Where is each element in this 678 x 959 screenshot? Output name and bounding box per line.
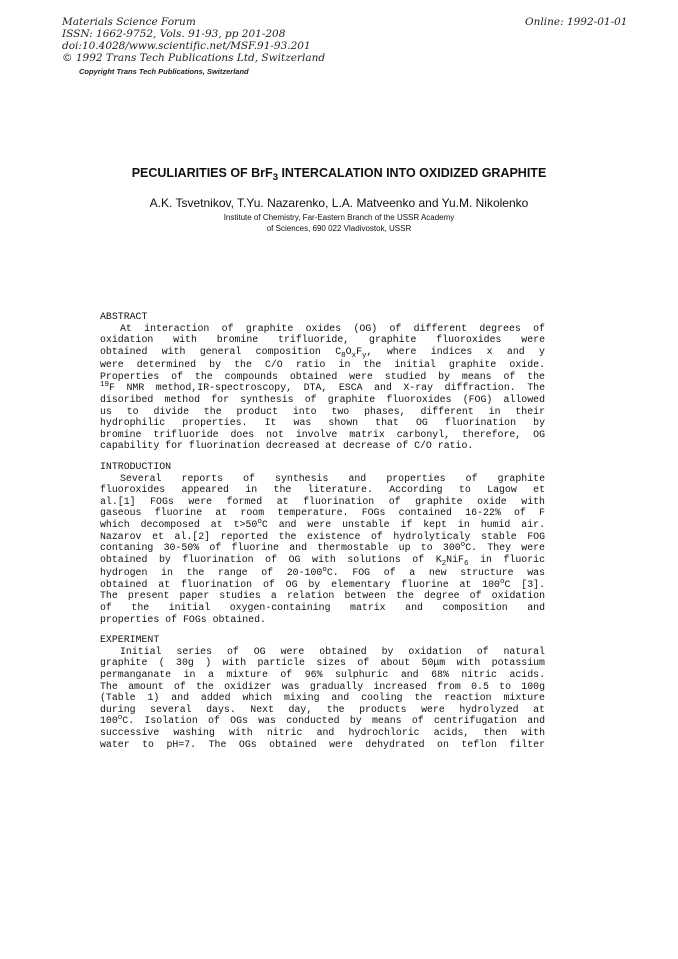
intro-line: properties of FOGs obtained.	[100, 613, 266, 625]
intro-line: Nazarov et al.[2] reported the existence of hydrolyticaly stable FOG	[100, 530, 545, 542]
intro-line: of the initial oxygen-containing matrix and composition and	[100, 602, 545, 614]
intro-line: which decomposed at $t>50^oC$ and were unstable if kept in humid air.	[100, 518, 545, 530]
experiment-heading: EXPERIMENT	[100, 634, 160, 646]
publication-header	[62, 16, 325, 64]
abstract-paragraph	[100, 323, 545, 452]
intro-line: obtained at fluorination of OG by elementary fluorine at 100$^o$C [3].	[100, 577, 545, 590]
intro-line: al.[1] FOGs were formed at fluorination of graphite oxide with	[100, 495, 545, 507]
paper-title: PECULIARITIES OF BrF$_3$ INTERCALATION INTO OXIDIZED GRAPHITE	[131, 166, 547, 183]
abstract-line: capability for fluorination decreased at decrease of C/O ratio.	[100, 440, 474, 452]
introduction-heading: INTRODUCTION	[100, 461, 172, 473]
experiment-line: during several days. Next day, the products were hydrolyzed at	[100, 703, 545, 715]
journal-name: Materials Science Forum	[62, 16, 196, 28]
intro-line: contaning 30-50% of fluorine and thermostable up to 300$^o$C. They were	[100, 541, 545, 554]
experiment-line: graphite ( 30g ) with particle sizes of about 50μm with potassium	[100, 657, 545, 669]
abstract-line: At interaction of graphite oxides (OG) of different degrees of	[120, 322, 545, 334]
intro-line: The present paper studies a relation between the degree of oxidation	[100, 590, 545, 602]
abstract-line: were determined by the C/O ratio in the initial graphite oxide.	[100, 359, 545, 371]
abstract-line: disoribed method for synthesis of graphite fluoroxides (FOG) allowed	[100, 394, 545, 406]
copyright-note: Copyright Trans Tech Publications, Switzerland	[79, 67, 249, 76]
experiment-line: successive washing with nitric and hydrochloric acids, then with	[100, 727, 545, 738]
abstract-line: hydrophilic properties. It was shown that OG fluorination by	[100, 417, 545, 429]
online-date: Online: 1992-01-01	[525, 16, 628, 28]
intro-line: obtained by fluorination of OG with solutions of $K_2NiF_6$ in fluoric	[100, 553, 545, 568]
affiliation	[0, 212, 678, 234]
abstract-line: obtained with general composition $C_8O_xF_y$, where indices x and y	[100, 345, 545, 360]
abstract-line: us to divide the product into two phases, different in their	[100, 405, 545, 417]
experiment-line: Initial series of OG were obtained by oxidation of natural	[120, 645, 545, 657]
copyright-line: © 1992 Trans Tech Publications Ltd, Switzerland	[62, 52, 326, 64]
issn-line: ISSN: 1662-9752, Vols. 91-93, pp 201-208	[62, 28, 286, 40]
intro-line: Several reports of synthesis and properties of graphite	[120, 472, 545, 484]
authors: A.K. Tsvetnikov, T.Yu. Nazarenko, L.A. Matveenko and Yu.M. Nikolenko	[149, 196, 529, 210]
abstract-line: Properties of the compounds obtained were studied by means of the	[100, 370, 545, 382]
abstract-line: bromine trifluoride does not involve matrix carbonyl, therefore, OG	[100, 428, 545, 440]
intro-line: hydrogen in the range of 20-100$^o$C. FOG of a new structure was	[100, 566, 545, 579]
experiment-line: (Table 1) and added which mixing and cooling the reaction mixture	[100, 692, 545, 704]
doi-line: doi:10.4028/www.scientific.net/MSF.91-93.201	[62, 40, 311, 52]
abstract-heading: ABSTRACT	[100, 311, 148, 322]
experiment-line: water to pH=7. The OGs obtained were dehydrated on teflon filter	[100, 738, 545, 750]
affiliation-line-2: of Sciences, 690 022 Vladivostok, USSR	[266, 224, 412, 233]
abstract-line: oxidation with bromine trifluoride, graphite fluoroxides were	[100, 334, 545, 346]
experiment-line: permanganate in a mixture of 96% sulphuric and 68% nitric acids.	[100, 669, 545, 681]
experiment-line: The amount of the oxidizer was gradually increased from 0.5 to 100g	[100, 680, 545, 692]
experiment-paragraph	[100, 646, 545, 750]
introduction-paragraph	[100, 473, 545, 626]
paper-body	[100, 311, 545, 750]
title-subscript: 3	[272, 172, 278, 183]
intro-line: fluoroxides appeared in the literature. According to Lagow et	[100, 484, 545, 496]
intro-line: gaseous fluorine at room temperature. FOGs contained 16-22% of F	[100, 507, 545, 519]
abstract-line: $^{19}$F NMR method,IR-spectroscopy, DTA, ESCA and X-ray diffraction. The	[100, 381, 545, 394]
experiment-line: 100$^o$C. Isolation of OGs was conducted by means of centrifugation and	[100, 714, 545, 727]
affiliation-line-1: Institute of Chemistry, Far-Eastern Branch of the USSR Academy	[223, 213, 455, 222]
